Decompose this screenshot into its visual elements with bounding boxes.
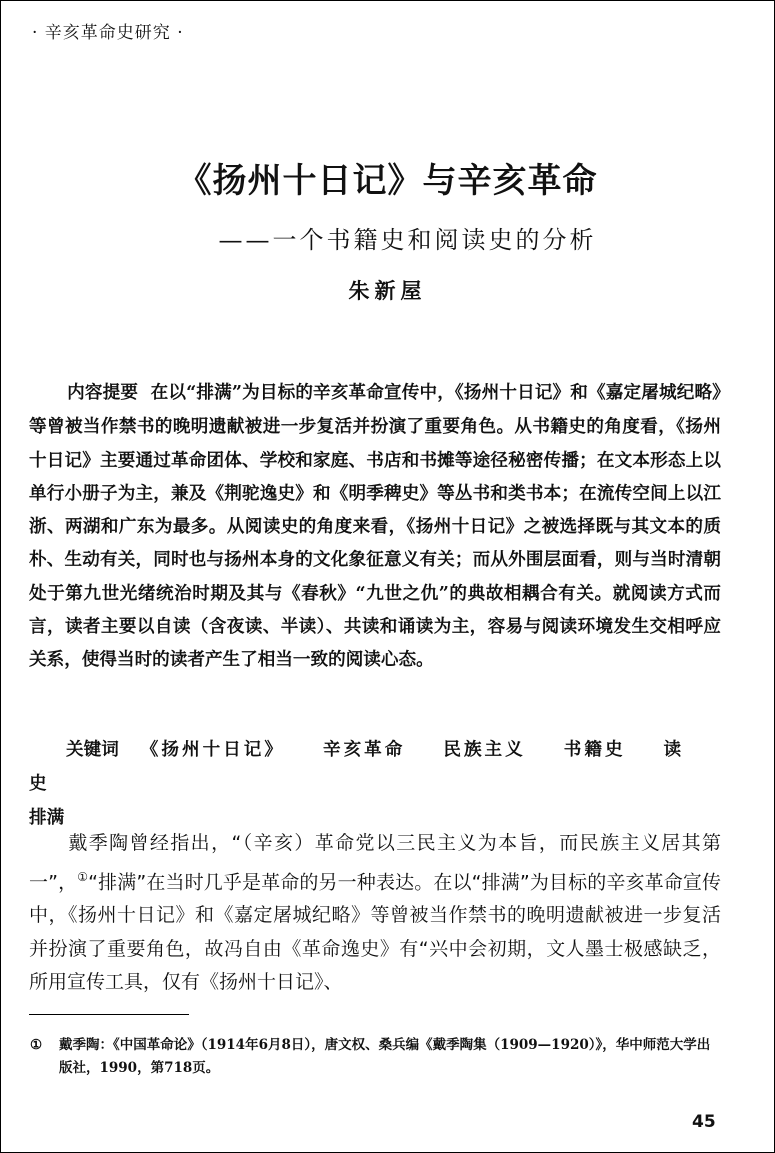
keywords xyxy=(29,733,721,834)
running-header: · 辛亥革命史研究 · xyxy=(32,23,184,43)
abstract xyxy=(29,376,721,677)
author-name: 朱新屋 xyxy=(348,278,427,303)
keyword: 书籍史 xyxy=(563,739,626,760)
footnote-mark: ① xyxy=(30,1037,43,1053)
page-number: 45 xyxy=(692,1112,716,1132)
body-text-part1: 戴季陶曾经指出，“（辛亥）革命党以三民主义为本旨，而民族主义居其第一”， xyxy=(29,832,721,893)
article-subtitle: ——一个书籍史和阅读史的分析 xyxy=(218,226,597,254)
footnote-reference[interactable]: ① xyxy=(77,869,89,884)
article-title: 《扬州十日记》与辛亥革命 xyxy=(177,161,598,201)
keyword: 《扬州十日记》 xyxy=(140,739,285,760)
abstract-label: 内容提要 xyxy=(67,383,139,403)
footnote xyxy=(30,1034,721,1080)
keywords-label: 关键词 xyxy=(66,740,119,760)
keyword: 辛亥革命 xyxy=(322,739,406,760)
keyword: 读史 xyxy=(29,739,685,795)
keyword: 民族主义 xyxy=(443,739,526,760)
body-paragraph xyxy=(29,827,721,1000)
body-text-part2: “排满”在当时几乎是革命的另一种表达。在以“排满”为目标的辛亥革命宣传中，《扬州十日记》和《嘉定屠城纪略》等曾被当作禁书的晚明遗献被进一步复活并扮演了重要角色，故冯自由《革命逸史》有“兴中会初期，文人墨士极感缺乏，所用宣传工具，仅有《扬州十日记》、 xyxy=(29,870,722,994)
abstract-text: 在以“排满”为目标的辛亥革命宣传中，《扬州十日记》和《嘉定屠城纪略》等曾被当作禁书的晚明遗献被进一步复活并扮演了重要角色。从书籍史的角度看，《扬州十日记》主要通过革命团体、学校和家庭、书店和书摊等途径秘密传播；在文本形态上以单行小册子为主，兼及《荆驼逸史》和《明季稗史》等丛书和类书本；在流传空间上以江浙、两湖和广东为最多。从阅读史的角度来看，《扬州十日记》之被选择既与其文本的质朴、生动有关，同时也与扬州本身的文化象征意义有关；而从外围层面看，则与当时清朝处于第九世光绪统治时期及其与《春秋》“九世之仇”的典故相耦合有关。就阅读方式而言，读者主要以自读（含夜读、半读）、共读和诵读为主，容易与阅读环境发生交相呼应关系，使得当时的读者产生了相当一致的阅读心态。 xyxy=(29,382,721,671)
keyword: 排满 xyxy=(29,806,65,828)
footnote-text: 戴季陶：《中国革命论》（1914年6月8日），唐文权、桑兵编《戴季陶集（1909—1920）》，华中师范大学出版社，1990，第718页。 xyxy=(59,1037,711,1076)
footnote-divider xyxy=(29,1014,189,1015)
